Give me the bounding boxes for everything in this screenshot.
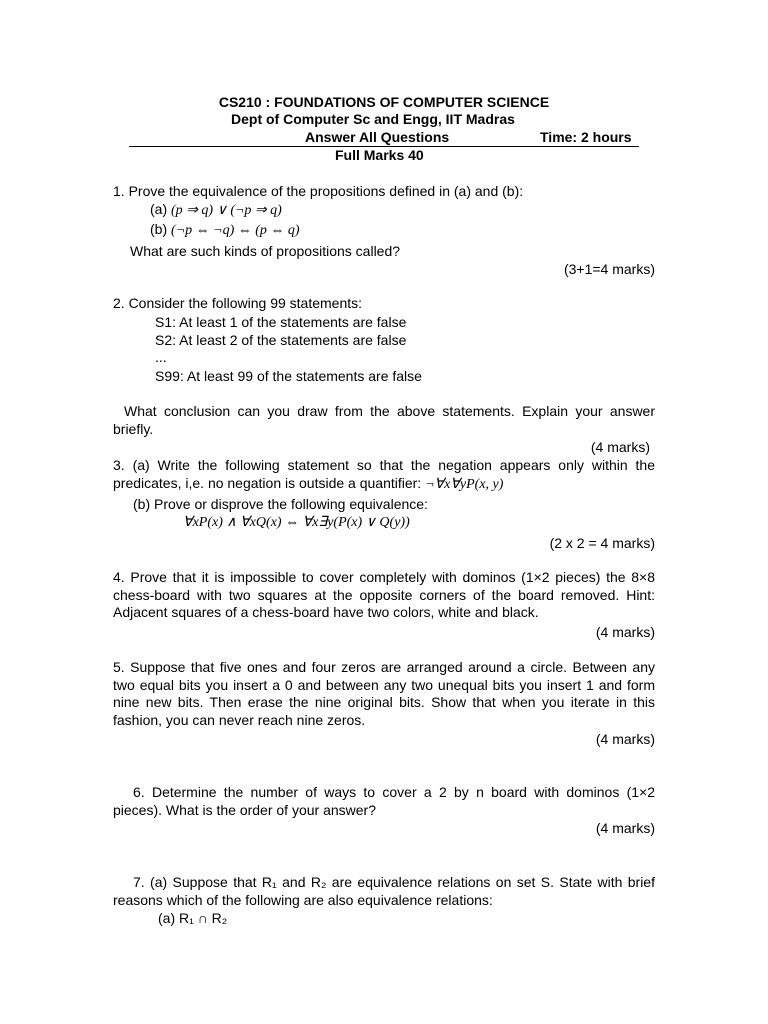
exam-time: Time: 2 hours <box>540 129 632 145</box>
q2-marks: (4 marks) <box>590 439 650 455</box>
q5-marks: (4 marks) <box>595 731 655 747</box>
q2-ellipsis: ... <box>155 349 167 365</box>
exam-course-title: CS210 : FOUNDATIONS OF COMPUTER SCIENCE <box>218 94 550 110</box>
q7-item-a: (a) R₁ ∩ R₂ <box>158 910 228 926</box>
q2-question: What conclusion can you draw from the above statements. Explain your answer briefly. <box>113 403 655 437</box>
q1-part-a-formula: (p ⇒ q) ∨ (¬p ⇒ q) <box>171 203 282 218</box>
q1-part-a-label: (a) <box>150 201 168 217</box>
q1-part-b-formula: (¬p ⇔ ¬q) ⇔ (p ⇔ q) <box>171 223 300 238</box>
q3-part-a-formula: ¬∀x∀yP(x, y) <box>425 476 504 492</box>
q3-marks: (2 x 2 = 4 marks) <box>549 535 655 551</box>
exam-department: Dept of Computer Sc and Engg, IIT Madras <box>231 111 515 127</box>
q1-marks: (3+1=4 marks) <box>563 261 655 277</box>
exam-full-marks: Full Marks 40 <box>335 147 424 163</box>
q1-part-b <box>150 221 300 239</box>
q1-question: What are such kinds of propositions called? <box>130 243 401 259</box>
q6-marks: (4 marks) <box>595 820 655 836</box>
q3-part-a <box>113 457 655 493</box>
q3-part-a-text: 3. (a) Write the following statement so that the negation appears only within the predicates, i,e. no negation is outside a quantifier: <box>113 457 655 491</box>
q3-part-b-text: (b) Prove or disprove the following equivalence: <box>133 496 428 512</box>
q4-text: 4. Prove that it is impossible to cover completely with dominos (1×2 pieces) the 8×8 chess-board with two squares at the opposite corners of the board removed. Hint: Adjacent squares of a chess-board have two colors, white and black. <box>113 569 655 620</box>
q1-part-a <box>150 201 282 219</box>
exam-instruction: Answer All Questions <box>305 129 450 145</box>
q2-statement-s99: S99: At least 99 of the statements are false <box>155 368 422 384</box>
q1-part-b-label: (b) <box>150 221 168 237</box>
q6-text: 6. Determine the number of ways to cover a 2 by n board with dominos (1×2 pieces). What is the order of your answer? <box>113 784 655 818</box>
q2-stem: 2. Consider the following 99 statements: <box>113 295 363 311</box>
q4-marks: (4 marks) <box>595 624 655 640</box>
q1-stem: 1. Prove the equivalence of the propositions defined in (a) and (b): <box>113 183 524 199</box>
q3-part-b-formula: ∀xP(x) ∧ ∀xQ(x) ⇔ ∀x∃y(P(x) ∨ Q(y)) <box>183 515 410 530</box>
q2-statement-s2: S2: At least 2 of the statements are false <box>155 332 407 348</box>
q5-text: 5. Suppose that five ones and four zeros are arranged around a circle. Between any two equal bits you insert a 0 and between any two unequal bits you insert 1 and form nine new bits. Then erase the nine original bits. Show that when you iterate in this fashion, you can never reach nine zeros. <box>113 659 655 728</box>
q2-statement-s1: S1: At least 1 of the statements are false <box>155 314 407 330</box>
q7-text: 7. (a) Suppose that R₁ and R₂ are equivalence relations on set S. State with brief reasons which of the following are also equivalence relations: <box>113 874 655 908</box>
